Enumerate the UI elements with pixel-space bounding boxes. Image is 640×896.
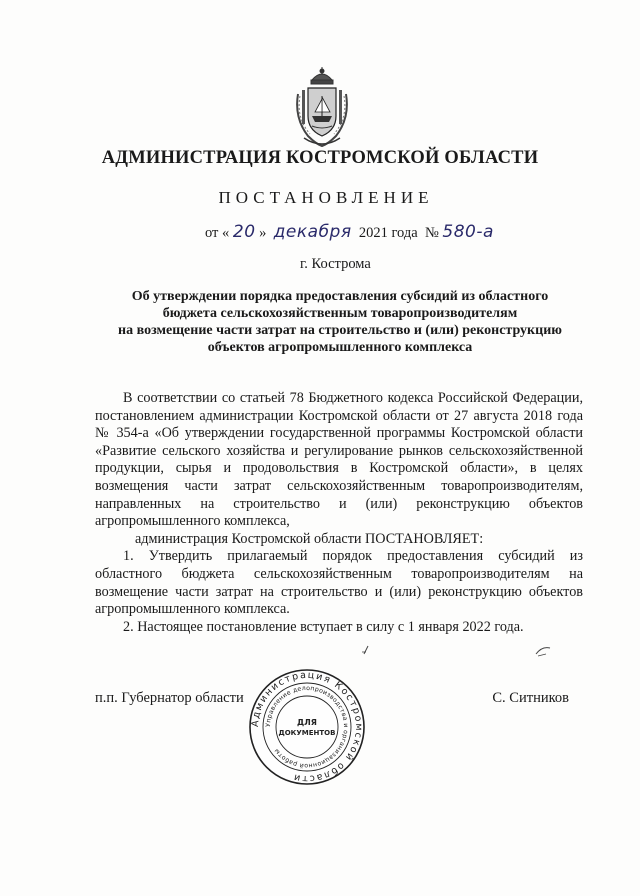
document-type-title: ПОСТАНОВЛЕНИЕ: [218, 188, 434, 207]
organization-title: АДМИНИСТРАЦИЯ КОСТРОМСКОЙ ОБЛАСТИ: [101, 148, 539, 168]
body-paragraph: В соответствии со статьей 78 Бюджетного кодекса Российской Федерации, постановлением администрации Костромской области от 27 августа 2018 года № 354-а «Об утверждении государственной программы Костромской области «Развитие сельского хозяйства и регулирование рынков сельскохозяйственной продукции, сырья и продовольствия в Костромской области», в целях возмещения части затрат сельскохозяйственным товаропроизводителям, направленных на строительство и (или) реконструкцию объектов агропромышленного комплекса,: [95, 390, 583, 530]
stamp-center-line2: ДОКУМЕНТОВ: [278, 729, 336, 737]
number-sign: №: [424, 225, 439, 241]
body-paragraph: 1. Утвердить прилагаемый порядок предоставления субсидий из областного бюджета сельскохозяйственным товаропроизводителям на возмещение части затрат на строительство и (или) реконструкцию объектов агропромышленного комплекса.: [95, 548, 583, 618]
date-number-line: [205, 222, 494, 242]
handwritten-day: 20: [232, 222, 256, 242]
subject-line: бюджета сельскохозяйственным товаропроизводителям: [162, 306, 518, 321]
date-year: 2021 года: [358, 225, 418, 241]
handwritten-marks: [360, 640, 560, 660]
document-body: [95, 390, 583, 636]
stamp-center-line1: ДЛЯ: [297, 718, 317, 727]
handwritten-month: декабря: [273, 222, 352, 242]
stamp-inner-ring-text: Управление делопроизводства и организационной работы: [264, 684, 350, 770]
stamp-ring-text: Администрация Костромской области: [249, 669, 365, 785]
document-subject: [95, 288, 585, 356]
date-prefix: от «: [205, 225, 230, 241]
date-quote-close: »: [259, 225, 267, 241]
signatory-position: п.п. Губернатор области: [95, 690, 244, 706]
subject-line: объектов агропромышленного комплекса: [207, 340, 473, 355]
coat-of-arms-emblem: [290, 66, 354, 148]
handwritten-number: 580-а: [442, 222, 494, 242]
body-paragraph: администрация Костромской области ПОСТАНОВЛЯЕТ:: [135, 530, 484, 547]
signatory-name: С. Ситников: [492, 690, 569, 706]
body-paragraph: 2. Настоящее постановление вступает в силу с 1 января 2022 года.: [123, 618, 524, 635]
subject-line: Об утверждении порядка предоставления субсидий из областного: [131, 289, 549, 304]
city-line: г. Кострома: [300, 256, 371, 272]
subject-line: на возмещение части затрат на строительство и (или) реконструкцию: [118, 323, 562, 338]
official-stamp: [248, 668, 366, 786]
